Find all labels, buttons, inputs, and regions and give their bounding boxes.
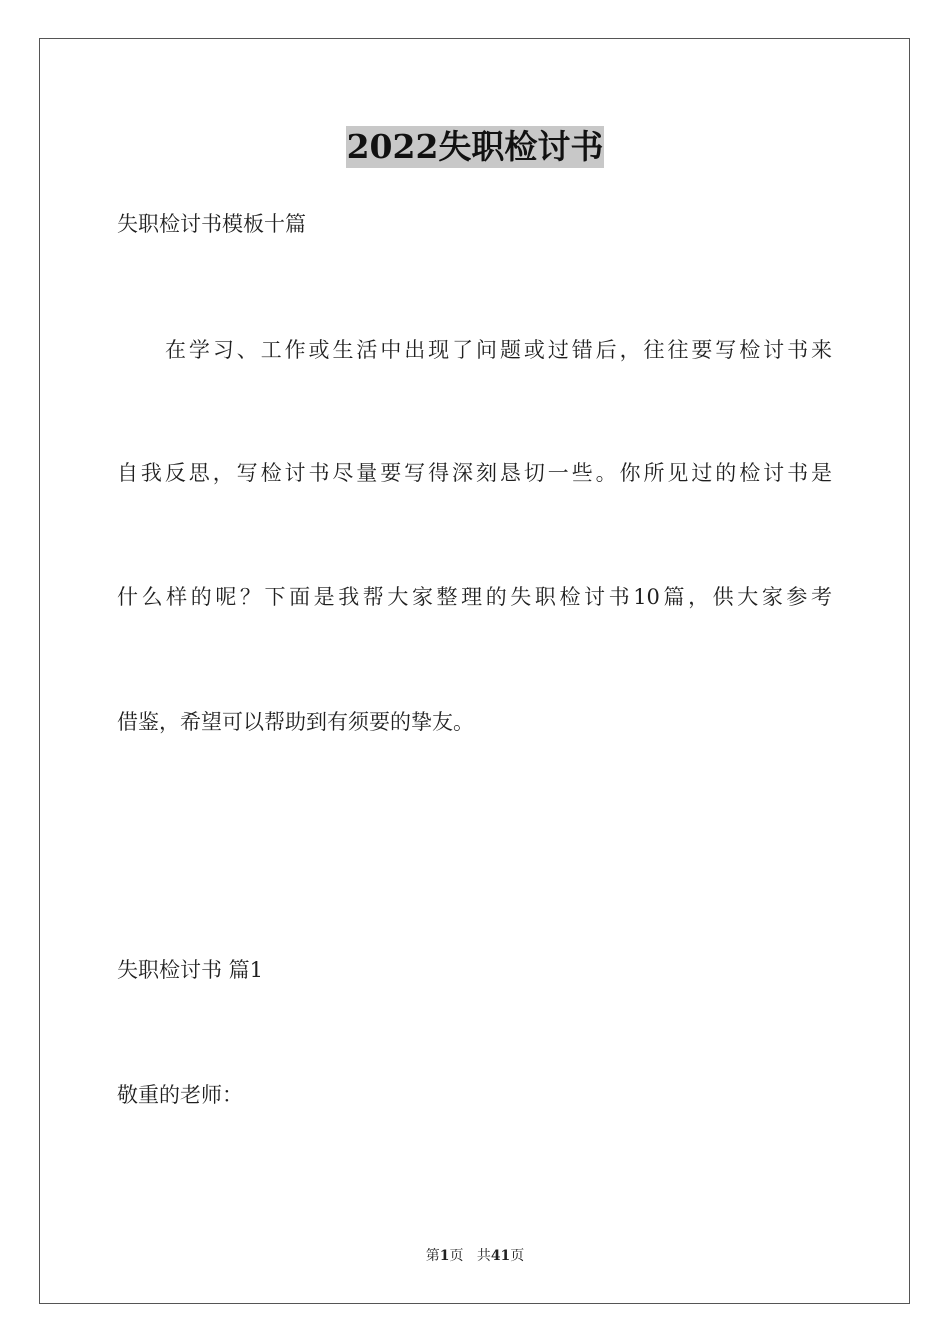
footer-page-number: 1 <box>439 1248 450 1264</box>
intro-line-2: 自我反思，写检讨书尽量要写得深刻恳切一些。你所见过的检讨书是 <box>117 461 832 485</box>
salutation: 敬重的老师： <box>117 1083 243 1107</box>
title-container <box>0 126 950 168</box>
footer-total-pages: 41 <box>490 1248 511 1264</box>
document-subtitle: 失职检讨书模板十篇 <box>117 212 306 236</box>
footer-total-prefix: 共 <box>476 1248 491 1264</box>
intro-line-4: 借鉴，希望可以帮助到有须要的挚友。 <box>117 710 474 734</box>
footer-page-suffix: 页 <box>449 1248 464 1264</box>
footer-page-prefix: 第 <box>425 1248 440 1264</box>
section-heading: 失职检讨书 篇1 <box>117 958 264 982</box>
footer-total-suffix: 页 <box>510 1248 525 1264</box>
intro-line-3: 什么样的呢？下面是我帮大家整理的失职检讨书10篇，供大家参考 <box>117 585 832 609</box>
document-title: 2022失职检讨书 <box>346 127 604 166</box>
intro-line-1: 在学习、工作或生活中出现了问题或过错后，往往要写检讨书来 <box>165 338 832 362</box>
page-footer <box>0 1247 950 1265</box>
